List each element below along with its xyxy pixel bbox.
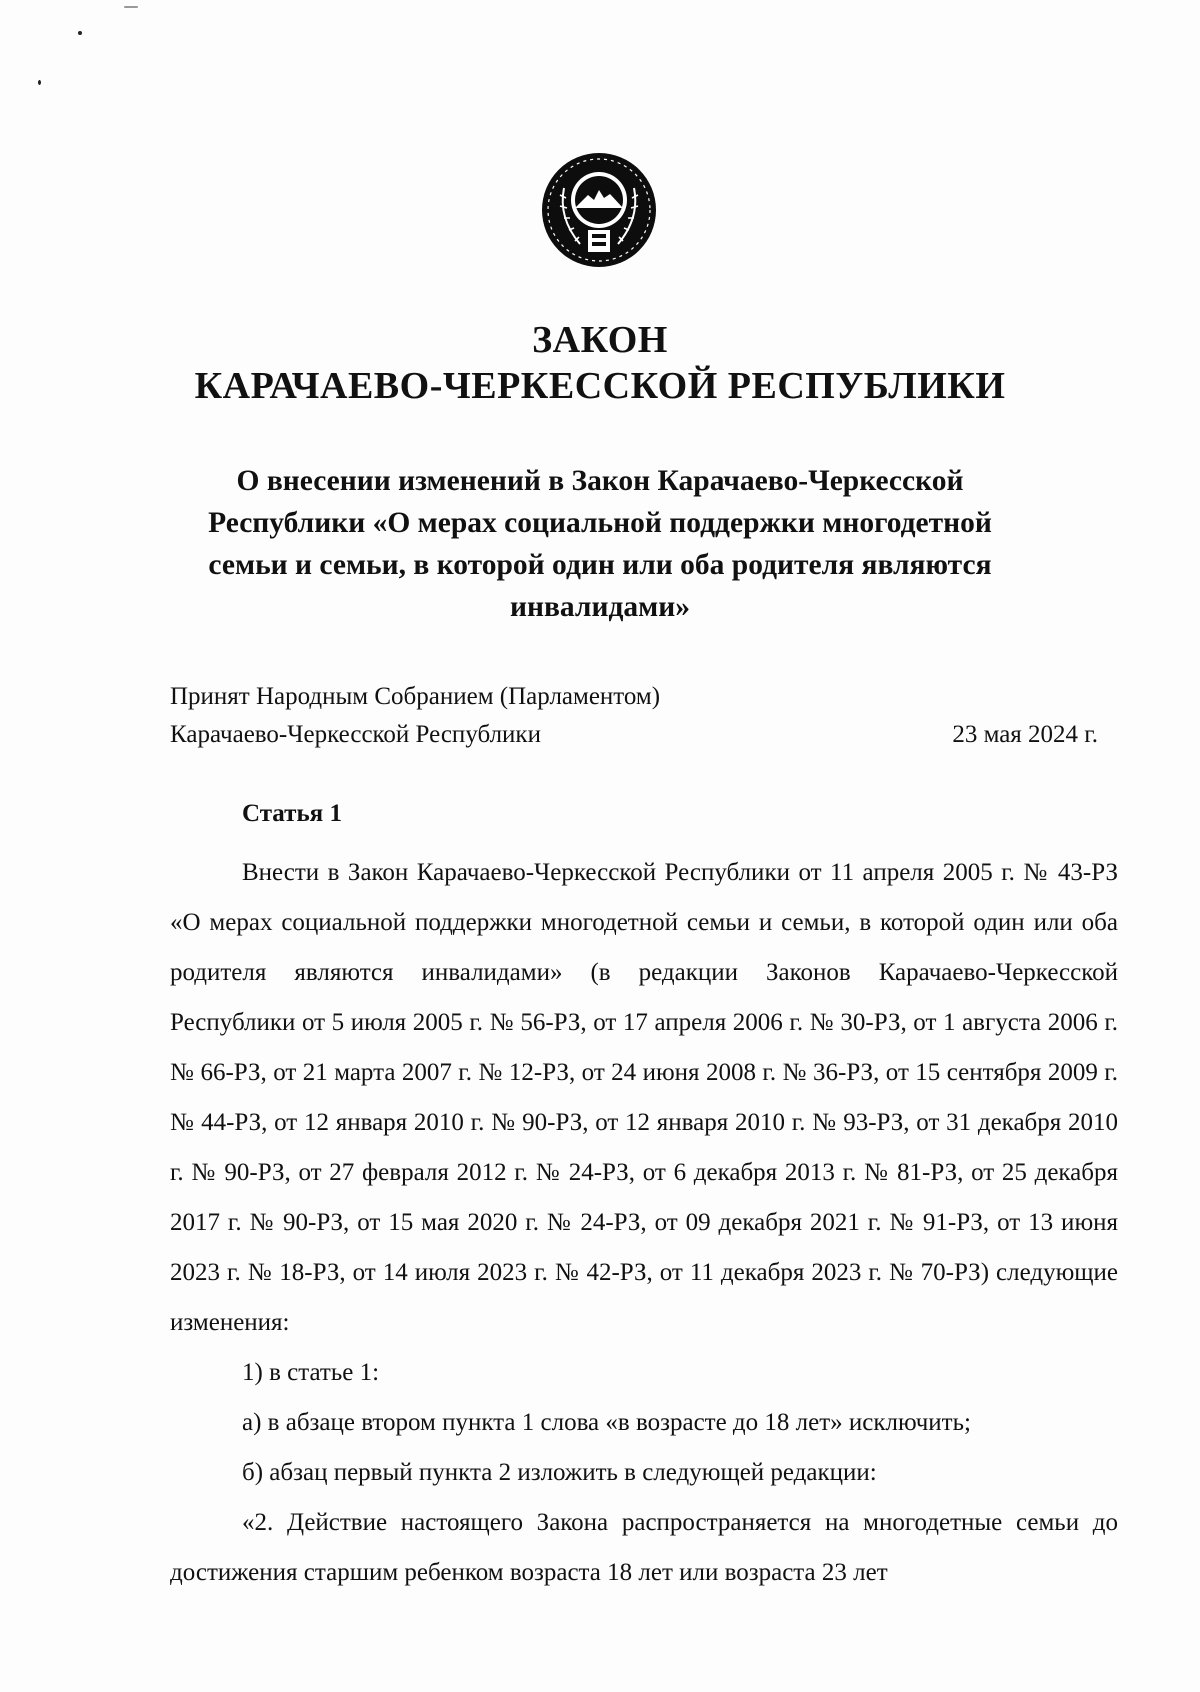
- article-heading: Статья 1: [242, 800, 342, 827]
- scan-speck: [124, 6, 138, 8]
- scan-speck: [78, 31, 82, 35]
- article-paragraph: «2. Действие настоящего Закона распространяется на многодетные семьи до достижения старшим ребенком возраста 18 лет или возраста 23 лет: [170, 1509, 1118, 1586]
- republic-title: КАРАЧАЕВО-ЧЕРКЕССКОЙ РЕСПУБЛИКИ: [194, 365, 1006, 407]
- article-paragraph: Внести в Закон Карачаево-Черкесской Республики от 11 апреля 2005 г. № 43-РЗ «О мерах социальной поддержки многодетной семьи и семьи, в которой один или оба родителя являются инвалидами» (в редакции Законов Карачаево-Черкесской Республики от 5 июля 2005 г. № 56-РЗ, от 17 апреля 2006 г. № 30-РЗ, от 1 августа 2006 г. № 66-РЗ, от 21 марта 2007 г. № 12-РЗ, от 24 июня 2008 г. № 36-РЗ, от 15 сентября 2009 г. № 44-РЗ, от 12 января 2010 г. № 90-РЗ, от 12 января 2010 г. № 93-РЗ, от 31 декабря 2010 г. № 90-РЗ, от 27 февраля 2012 г. № 24-РЗ, от 6 декабря 2013 г. № 81-РЗ, от 25 декабря 2017 г. № 90-РЗ, от 15 мая 2020 г. № 24-РЗ, от 09 декабря 2021 г. № 91-РЗ, от 13 июня 2023 г. № 18-РЗ, от 14 июля 2023 г. № 42-РЗ, от 11 декабря 2023 г. № 70-РЗ) следующие изменения:: [170, 859, 1118, 1336]
- article-paragraph: б) абзац первый пункта 2 изложить в следующей редакции:: [242, 1459, 877, 1486]
- law-title: ЗАКОН: [532, 319, 668, 361]
- adoption-date: 23 мая 2024 г.: [952, 721, 1098, 748]
- adoption-line-2: Карачаево-Черкесской Республики: [170, 721, 541, 748]
- karachay-cherkessia-coat-of-arms-icon: [540, 148, 658, 272]
- adoption-line-1: Принят Народным Собранием (Парламентом): [170, 683, 661, 710]
- article-paragraph: 1) в статье 1:: [242, 1359, 380, 1386]
- scan-speck: [38, 80, 41, 85]
- article-paragraph: а) в абзаце втором пункта 1 слова «в возрасте до 18 лет» исключить;: [242, 1409, 971, 1436]
- article-body: [170, 848, 1118, 1598]
- adoption-block: [170, 678, 660, 754]
- law-subtitle: О внесении изменений в Закон Карачаево-Черкесской Республики «О мерах социальной поддержки многодетной семьи и семьи, в которой один или оба родителя являются инвалидами»: [208, 465, 992, 623]
